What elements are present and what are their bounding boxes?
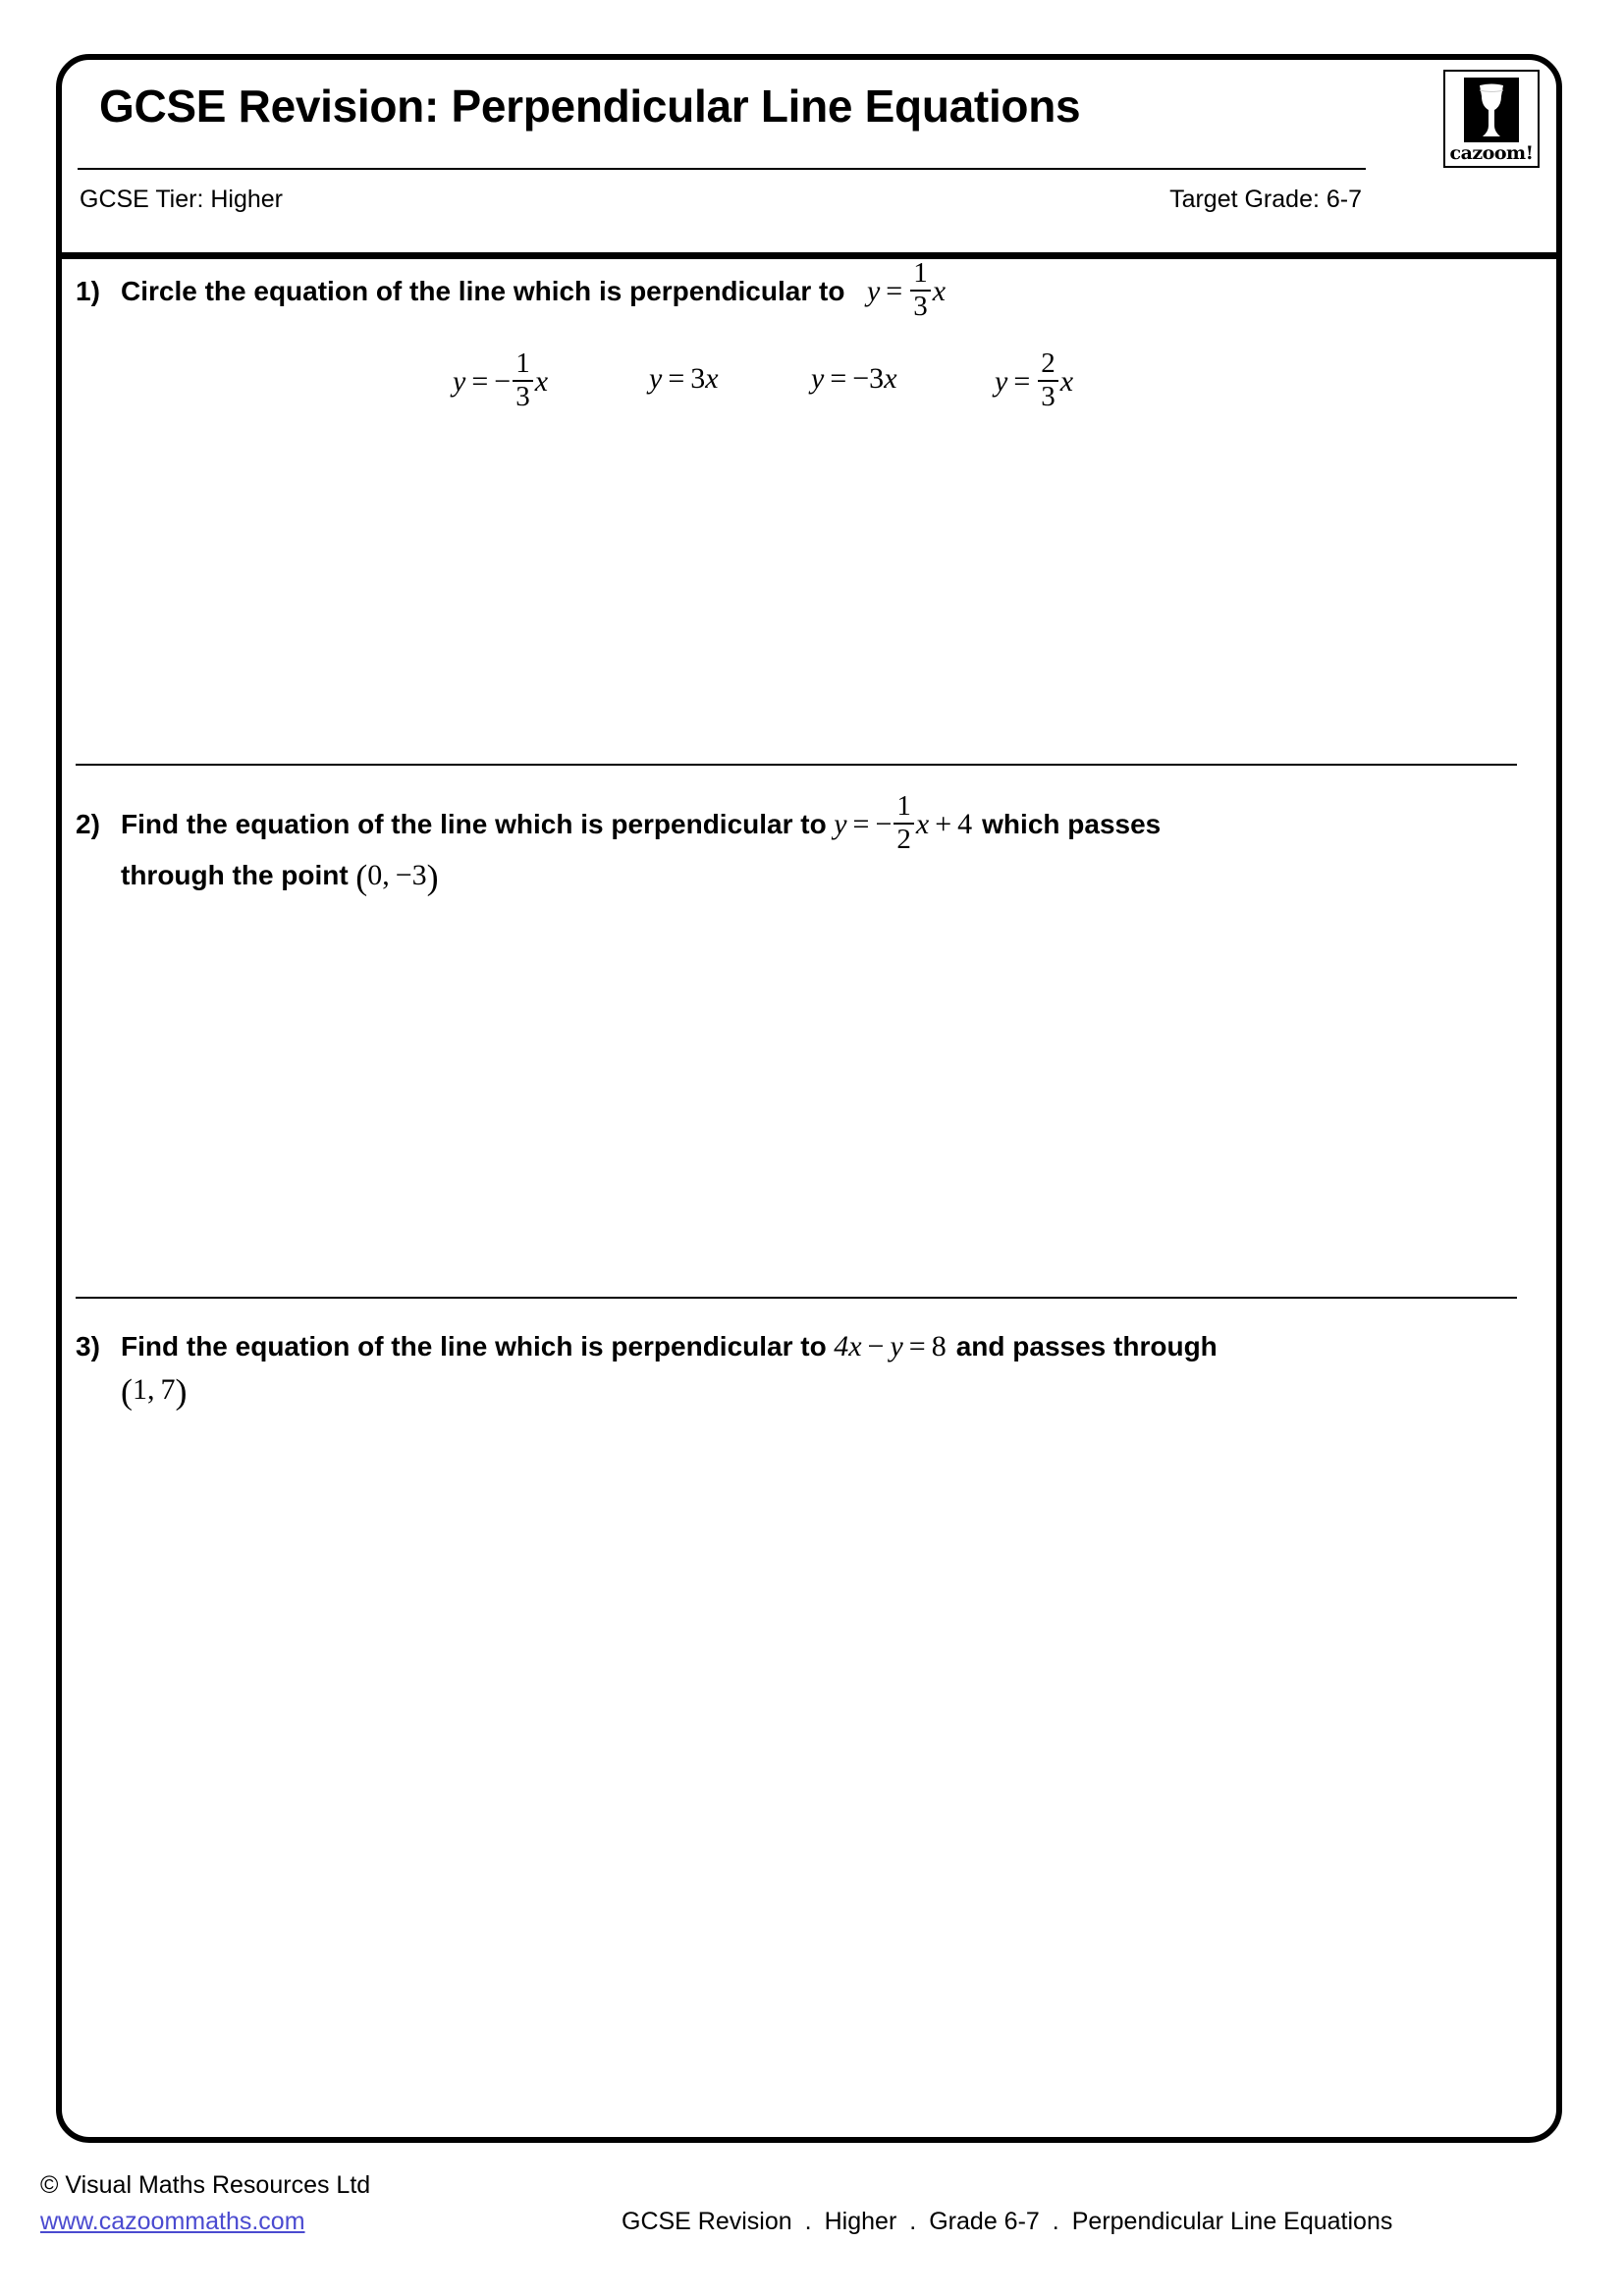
question-1-separator — [76, 764, 1517, 766]
question-2-line-2 — [76, 854, 1517, 897]
header-divider-thin — [78, 168, 1366, 170]
target-grade-label: Target Grade: 6-7 — [1169, 186, 1362, 213]
page-title: GCSE Revision: Perpendicular Line Equations — [99, 80, 1081, 132]
question-2-equation: y = − $\frac{1}{2}$ x + 4 — [826, 790, 973, 855]
question-3-prompt-tail: and passes through — [955, 1331, 1218, 1362]
breadcrumb — [622, 2208, 1392, 2236]
question-1-equation: y = $\frac{1}{3}$ x — [844, 257, 947, 322]
question-3-point: (1, 7) — [121, 1371, 188, 1412]
question-3-prompt: Find the equation of the line which is perpendicular to — [121, 1331, 827, 1362]
worksheet-header — [62, 60, 1556, 252]
breadcrumb-item-3: Perpendicular Line Equations — [1071, 2208, 1393, 2235]
question-1 — [62, 259, 1556, 819]
question-1-options — [62, 349, 1556, 418]
page-footer — [0, 2158, 1624, 2296]
breadcrumb-separator: . — [1052, 2208, 1059, 2235]
logo-plate — [1464, 78, 1519, 142]
question-3 — [62, 1325, 1556, 2150]
question-2-separator — [76, 1297, 1517, 1299]
question-1-line-1 — [76, 259, 1517, 321]
question-2-prompt-tail: which passes — [982, 809, 1162, 840]
website-link[interactable]: www.cazoommaths.com — [40, 2208, 305, 2235]
breadcrumb-separator: . — [909, 2208, 917, 2235]
question-3-equation: 4x − y = 8 — [826, 1330, 947, 1362]
question-1-option-3[interactable]: y = −3x — [811, 362, 897, 395]
question-2-line-1 — [76, 792, 1517, 854]
goblet-icon — [1475, 82, 1508, 139]
question-2-number: 2) — [76, 809, 100, 840]
header-divider-thick — [62, 252, 1556, 259]
question-2-point: (0, −3) — [355, 857, 439, 897]
logo-wordmark: cazoom! — [1449, 142, 1534, 164]
question-1-option-1[interactable]: y = − $\frac{1}{3}$ x — [453, 347, 549, 412]
breadcrumb-item-2: Grade 6-7 — [929, 2208, 1040, 2235]
question-2-prompt: Find the equation of the line which is perpendicular to — [121, 809, 827, 840]
worksheet-frame — [56, 54, 1562, 2143]
question-1-option-2[interactable]: y = 3x — [649, 362, 719, 395]
question-3-line-2 — [76, 1368, 1517, 1412]
question-3-line-1 — [76, 1325, 1517, 1368]
question-1-number: 1) — [76, 276, 100, 307]
question-3-number: 3) — [76, 1331, 100, 1362]
copyright-text: © Visual Maths Resources Ltd — [40, 2171, 371, 2199]
tier-label: GCSE Tier: Higher — [80, 186, 284, 213]
question-2 — [62, 792, 1556, 1352]
breadcrumb-separator: . — [804, 2208, 812, 2235]
question-1-option-4[interactable]: y = $\frac{2}{3}$ x — [995, 347, 1074, 412]
question-1-prompt: Circle the equation of the line which is perpendicular to — [121, 276, 845, 307]
questions-area — [62, 259, 1556, 2137]
cazoom-logo — [1443, 70, 1540, 168]
breadcrumb-item-0: GCSE Revision — [622, 2208, 792, 2235]
question-2-line2-text: through the point — [121, 860, 349, 891]
breadcrumb-item-1: Higher — [824, 2208, 897, 2235]
